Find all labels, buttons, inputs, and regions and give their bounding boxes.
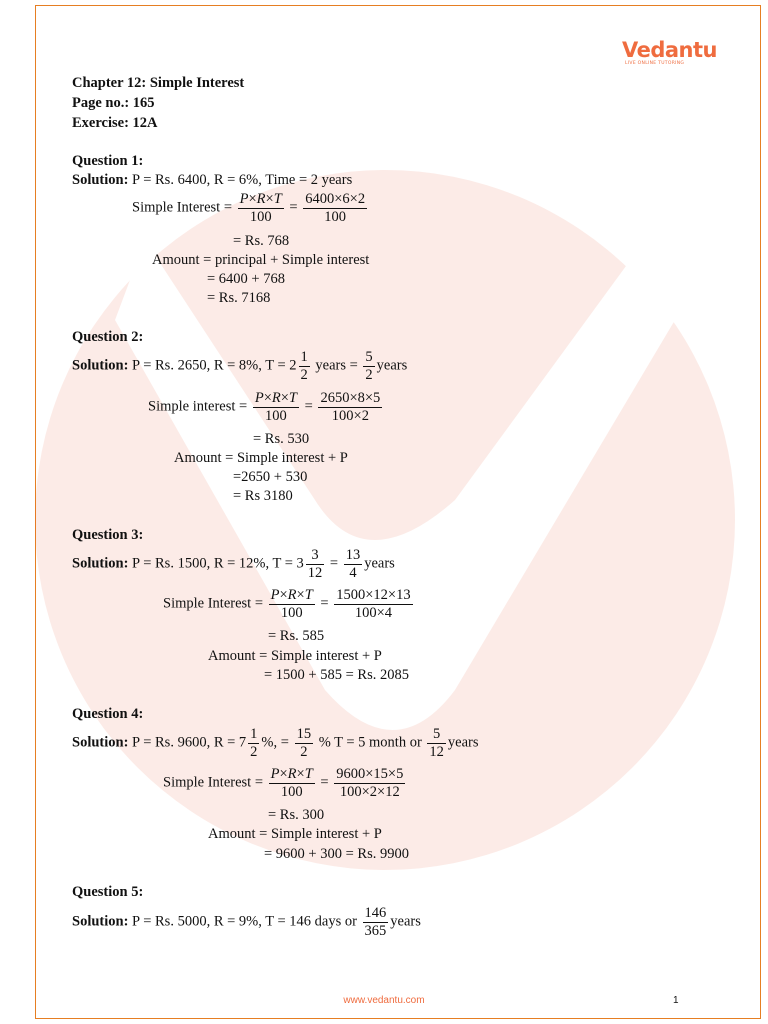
q1-heading: Question 1: bbox=[72, 153, 144, 169]
exercise-label: Exercise: 12A bbox=[72, 115, 158, 131]
q2-value-fraction bbox=[318, 390, 382, 424]
q2-si-result: = Rs. 530 bbox=[253, 431, 310, 447]
q2-amount-result: = Rs 3180 bbox=[233, 488, 293, 504]
q4-rate-fraction: $\frac{15}{2}$ bbox=[296, 726, 312, 760]
q1-given bbox=[72, 173, 352, 188]
logo-tagline: LIVE ONLINE TUTORING bbox=[625, 61, 685, 66]
q2-time-fraction: $\frac{5}{2}$ bbox=[365, 349, 373, 383]
q1-given-text: P = Rs. 6400, R = 6%, Time = 2 years bbox=[132, 172, 353, 188]
prt-denominator: 100 bbox=[280, 604, 303, 621]
q4-time-fraction: $\frac{5}{12}$ bbox=[429, 726, 444, 760]
q3-si-result: = Rs. 585 bbox=[268, 628, 325, 644]
footer-page-number: 1 bbox=[673, 995, 679, 1006]
q2-prt-fraction bbox=[253, 390, 299, 424]
prt-denominator: 100 bbox=[249, 208, 272, 225]
q5-time-fraction: $\frac{146}{365}$ bbox=[364, 905, 387, 939]
prt-numerator: P×R×T bbox=[270, 766, 313, 782]
q4-given-mid1: %, = bbox=[261, 734, 289, 751]
q1-si-result: = Rs. 768 bbox=[233, 233, 290, 249]
q2-si-label: Simple interest = bbox=[148, 398, 248, 415]
q3-given-text: P = Rs. 1500, R = 12%, T = 3 bbox=[132, 555, 304, 572]
q3-amount-calc: = 1500 + 585 = Rs. 2085 bbox=[264, 667, 409, 683]
q2-mixed-fraction: $\frac{1}{2}$ bbox=[300, 349, 308, 383]
q3-given bbox=[72, 547, 395, 581]
q2-value-denominator: 100×2 bbox=[331, 407, 369, 424]
q5-given bbox=[72, 905, 421, 939]
q2-amount-calc: =2650 + 530 bbox=[233, 469, 308, 485]
q1-si-label: Simple Interest = bbox=[132, 199, 232, 216]
q4-si-formula bbox=[163, 766, 407, 800]
equals-sign: = bbox=[320, 595, 329, 612]
q2-value-numerator: 2650×8×5 bbox=[320, 390, 381, 406]
q4-heading: Question 4: bbox=[72, 706, 144, 722]
solution-label: Solution: bbox=[72, 172, 129, 188]
logo-wordmark: Vedantu bbox=[622, 38, 717, 62]
q3-value-fraction bbox=[334, 587, 412, 621]
q3-mixed-fraction: $\frac{3}{12}$ bbox=[307, 547, 323, 581]
q1-value-numerator: 6400×6×2 bbox=[305, 191, 366, 207]
q2-amount-line: Amount = Simple interest + P bbox=[174, 450, 348, 466]
q4-amount-calc: = 9600 + 300 = Rs. 9900 bbox=[264, 846, 409, 862]
q3-heading: Question 3: bbox=[72, 527, 144, 543]
q2-given-post: years bbox=[376, 357, 408, 374]
equals-sign: = bbox=[289, 199, 298, 216]
q3-amount-line: Amount = Simple interest + P bbox=[208, 648, 382, 664]
q4-prt-fraction bbox=[269, 766, 315, 800]
q1-value-denominator: 100 bbox=[324, 208, 347, 225]
q5-given-post: years bbox=[390, 913, 421, 930]
q2-given-text: P = Rs. 2650, R = 8%, T = 2 bbox=[132, 357, 297, 374]
prt-denominator: 100 bbox=[280, 783, 303, 800]
footer-website-link[interactable]: www.vedantu.com bbox=[343, 995, 425, 1006]
q1-amount-result: = Rs. 7168 bbox=[207, 290, 271, 306]
vedantu-watermark-logo bbox=[35, 170, 735, 870]
q4-given bbox=[72, 726, 479, 760]
q3-given-mid: = bbox=[329, 555, 339, 572]
prt-denominator: 100 bbox=[265, 407, 287, 424]
solution-label: Solution: bbox=[72, 913, 129, 930]
q4-given-text: P = Rs. 9600, R = 7 bbox=[132, 734, 247, 751]
q5-given-text: P = Rs. 5000, R = 9%, T = 146 days or bbox=[132, 913, 357, 930]
solution-label: Solution: bbox=[72, 734, 129, 751]
q2-given-mid: years = bbox=[315, 357, 358, 374]
q4-si-label: Simple Interest = bbox=[163, 774, 263, 791]
q1-prt-fraction bbox=[238, 191, 284, 225]
q3-si-label: Simple Interest = bbox=[163, 595, 263, 612]
q4-value-denominator: 100×2×12 bbox=[339, 783, 400, 800]
q4-value-numerator: 9600×15×5 bbox=[336, 766, 404, 782]
q1-amount-line: Amount = principal + Simple interest bbox=[152, 252, 370, 268]
q1-si-formula bbox=[132, 191, 369, 225]
q4-si-result: = Rs. 300 bbox=[268, 807, 325, 823]
equals-sign: = bbox=[304, 398, 313, 415]
q2-heading: Question 2: bbox=[72, 329, 144, 345]
solution-label: Solution: bbox=[72, 357, 129, 374]
vedantu-logo[interactable] bbox=[622, 38, 717, 66]
q4-mixed-fraction: $\frac{1}{2}$ bbox=[250, 726, 258, 760]
chapter-title: Chapter 12: Simple Interest bbox=[72, 75, 245, 91]
q1-amount-calc: = 6400 + 768 bbox=[207, 271, 285, 287]
page-number-label: Page no.: 165 bbox=[72, 95, 155, 111]
q3-si-formula bbox=[163, 587, 415, 621]
prt-numerator: P×R×T bbox=[254, 390, 297, 406]
q5-heading: Question 5: bbox=[72, 884, 144, 900]
q4-amount-line: Amount = Simple interest + P bbox=[208, 826, 382, 842]
q3-time-fraction: $\frac{13}{4}$ bbox=[345, 547, 361, 581]
q3-value-denominator: 100×4 bbox=[354, 604, 392, 621]
q2-given bbox=[72, 349, 407, 383]
q4-given-mid2: % T = 5 month or bbox=[318, 734, 422, 751]
q2-si-formula bbox=[148, 390, 384, 424]
q3-given-post: years bbox=[364, 555, 395, 572]
equals-sign: = bbox=[320, 774, 329, 791]
q4-given-post: years bbox=[447, 734, 479, 751]
q3-prt-fraction bbox=[269, 587, 315, 621]
q4-value-fraction bbox=[334, 766, 405, 800]
prt-numerator: P×R×T bbox=[270, 587, 313, 603]
solution-label: Solution: bbox=[72, 555, 129, 572]
q3-value-numerator: 1500×12×13 bbox=[336, 587, 411, 603]
prt-numerator: P×R×T bbox=[239, 191, 282, 207]
q1-value-fraction bbox=[303, 191, 367, 225]
